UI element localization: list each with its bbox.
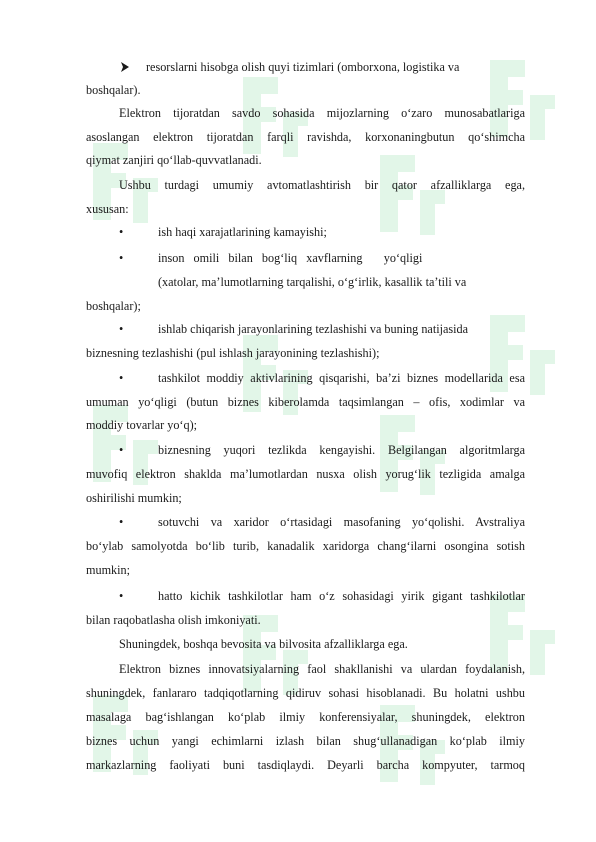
list-bullet: • xyxy=(119,251,124,265)
list-item-text: boshqalar); xyxy=(86,299,141,313)
paragraph-line: qiymat zanjiri qo‘llab-quvvatlanadi. xyxy=(86,153,262,167)
paragraph-line: xususan: xyxy=(86,202,129,216)
list-item-text: oshirilishi mumkin; xyxy=(86,491,182,505)
list-bullet: • xyxy=(119,443,124,457)
list-bullet: • xyxy=(119,371,124,385)
list-bullet: • xyxy=(119,589,124,603)
list-item-text: ishlab chiqarish jarayonlarining tezlashishi va buning natijasida xyxy=(158,322,469,336)
list-item-text: biznesning yuqori tezlikda kengayishi. Belgilangan algoritmlarga xyxy=(158,443,525,457)
paragraph-line: Shuningdek, boshqa bevosita va bilvosita afzalliklarga ega. xyxy=(119,637,408,651)
list-bullet: • xyxy=(119,515,124,529)
list-item-text: sotuvchi va xaridor o‘rtasidagi masofaning yo‘qolishi. Avstraliya xyxy=(158,515,525,529)
paragraph-line: markazlarning faoliyati buni tasdiqlaydi. Deyarli barcha kompyuter, tarmoq xyxy=(86,758,525,772)
paragraph-line: shuningdek, fanlararo tadqiqotlarning qidiruv sohasi hisoblanadi. Bu holatni ushbu xyxy=(86,686,525,700)
list-bullet: • xyxy=(119,322,124,336)
paragraph-line: Elektron biznes innovatsiyalarning faol shakllanishi va ulardan foydalanish, xyxy=(119,662,525,676)
list-item-text: mumkin; xyxy=(86,563,131,577)
list-item-text: umuman yo‘qligi (butun biznes kiberolamda taqsimlangan – ofis, xodimlar va xyxy=(86,395,525,409)
list-item-text: bo‘ylab samolyotda bo‘lib turib, kanadalik xaridorga chang‘ilarni osongina sotish xyxy=(86,539,525,553)
paragraph-line: Ushbu turdagi umumiy avtomatlashtirish bir qator afzalliklarga ega, xyxy=(119,178,525,192)
list-item-text: muvofiq elektron shaklda ma’lumotlardan nusxa olish yorug‘lik tezligida amalga xyxy=(86,467,525,481)
text-line: resorslarni hisobga olish quyi tizimlari (omborxona, logistika va xyxy=(146,60,460,74)
list-item-text: inson omili bilan bog‘liq xavflarning yo‘qligi xyxy=(158,251,423,265)
list-item-text: moddiy tovarlar yo‘q); xyxy=(86,418,198,432)
paragraph-line: masalaga bag‘ishlangan ko‘plab ilmiy konferensiyalar, shuningdek, elektron xyxy=(86,710,525,724)
paragraph-line: biznes uchun yangi echimlarni izlash bilan shug‘ullanadigan ko‘plab ilmiy xyxy=(86,734,525,748)
list-item-text: tashkilot moddiy aktivlarining qisqarishi, ba’zi biznes modellarida esa xyxy=(158,371,525,385)
paragraph-line: Elektron tijoratdan savdo sohasida mijozlarning o‘zaro munosabatlariga xyxy=(119,106,525,120)
list-item-text: biznesning tezlashishi (pul ishlash jarayonining tezlashishi); xyxy=(86,346,380,360)
paragraph-line: asoslangan elektron tijoratdan farqli ravishda, korxonaningbutun qo‘shimcha xyxy=(86,130,525,144)
list-item-text: (xatolar, ma’lumotlarning tarqalishi, o‘g‘irlik, kasallik ta’tili va xyxy=(158,275,467,289)
list-item-text: bilan raqobatlasha olish imkoniyati. xyxy=(86,613,261,627)
list-item-text: hatto kichik tashkilotlar ham o‘z sohasidagi yirik gigant tashkilotlar xyxy=(158,589,525,603)
text-line: boshqalar). xyxy=(86,83,141,97)
arrow-right-bullet-icon xyxy=(119,57,131,77)
list-item-text: ish haqi xarajatlarining kamayishi; xyxy=(158,225,327,239)
list-bullet: • xyxy=(119,225,124,239)
